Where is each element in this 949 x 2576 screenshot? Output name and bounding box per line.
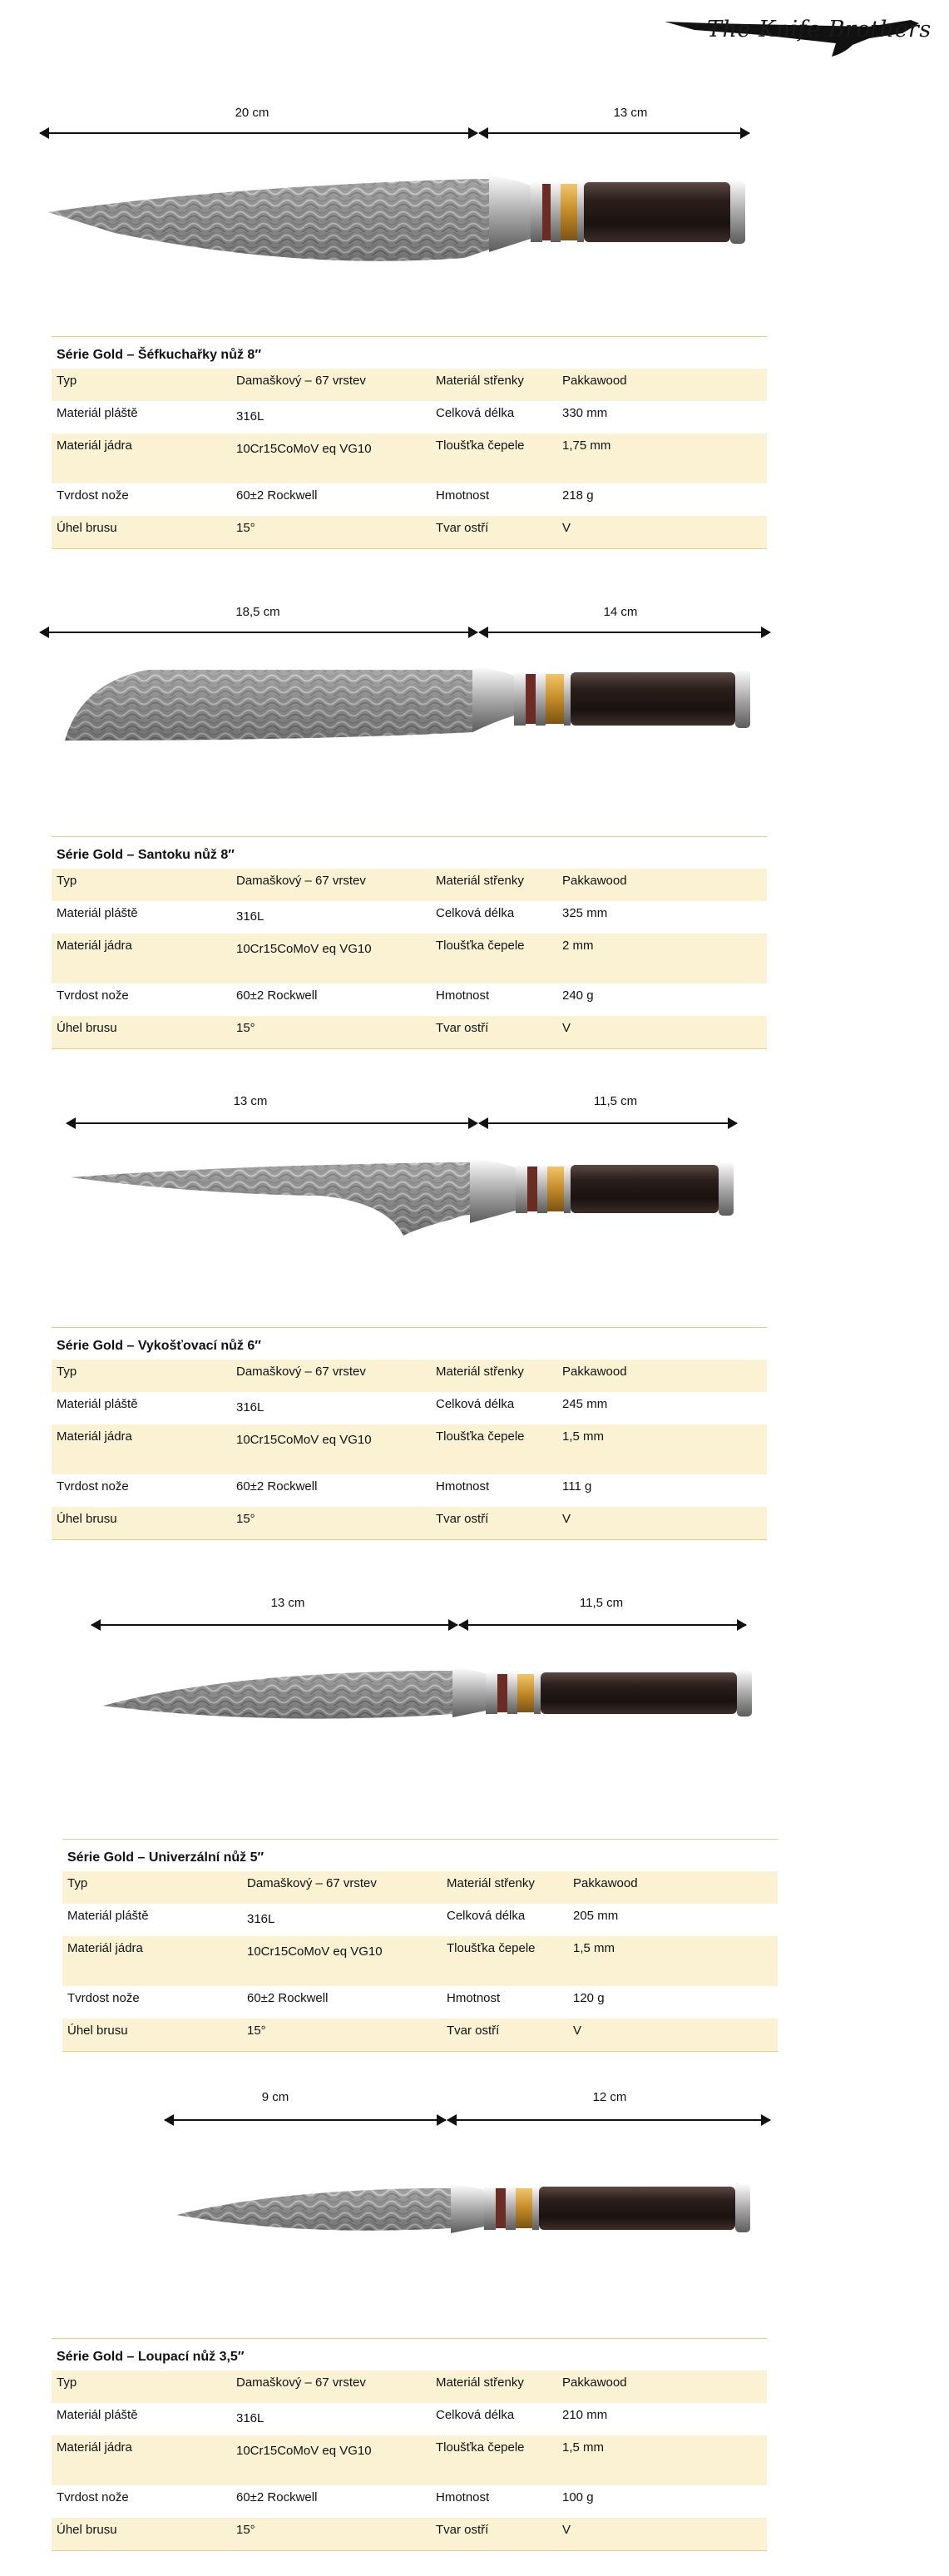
handle-dimension-arrow	[447, 2112, 770, 2128]
spec-label: Typ	[57, 1365, 77, 1379]
santoku-knife-image	[57, 649, 780, 774]
spec-label: Hmotnost	[436, 488, 490, 503]
spec-value: 325 mm	[562, 906, 608, 920]
spec-row-hardness	[52, 483, 767, 516]
spec-row-angle	[52, 1507, 767, 1539]
utility-knife-image	[103, 1647, 760, 1739]
spec-value: V	[573, 2024, 582, 2038]
blade-length-label: 18,5 cm	[235, 605, 280, 619]
spec-label: Úhel brusu	[67, 2024, 128, 2038]
spec-label: Materiál střenky	[436, 874, 524, 888]
spec-value: 330 mm	[562, 406, 608, 420]
spec-label: Tvar ostří	[436, 2523, 489, 2537]
spec-label: Materiál střenky	[436, 374, 524, 388]
spec-value: Damaškový – 67 vrstev	[236, 374, 366, 388]
spec-label: Materiál pláště	[67, 1909, 149, 1923]
paring-knife-image	[176, 2163, 759, 2255]
spec-value: 10Cr15CoMoV eq VG10	[236, 442, 372, 456]
spec-value: 60±2 Rockwell	[236, 1479, 318, 1494]
spec-label: Materiál pláště	[57, 406, 138, 420]
spec-label: Hmotnost	[436, 2490, 490, 2504]
spec-value: V	[562, 2523, 571, 2537]
spec-label: Materiál jádra	[57, 1429, 132, 1444]
spec-label: Materiál střenky	[447, 1876, 535, 1890]
spec-title: Série Gold – Loupací nůž 3,5″	[52, 2338, 767, 2370]
spec-value: 1,5 mm	[562, 1429, 605, 1444]
boning-knife-image	[71, 1144, 744, 1252]
blade-dimension-arrow	[40, 125, 477, 141]
spec-value: 316L	[236, 1400, 264, 1414]
spec-row-core	[62, 1936, 778, 1986]
spec-row-type	[52, 1360, 767, 1392]
spec-title: Série Gold – Vykošťovací nůž 6″	[52, 1327, 767, 1360]
spec-label: Tvar ostří	[436, 1021, 489, 1035]
spec-row-type	[52, 2370, 767, 2403]
spec-label: Materiál střenky	[436, 1365, 524, 1379]
spec-value: 1,75 mm	[562, 438, 611, 453]
spec-value: Pakkawood	[562, 1365, 627, 1379]
spec-label: Celková délka	[436, 406, 515, 420]
spec-row-angle	[52, 1016, 767, 1048]
spec-value: Pakkawood	[562, 2375, 627, 2390]
spec-title: Série Gold – Univerzální nůž 5″	[62, 1839, 778, 1871]
spec-label: Celková délka	[436, 906, 515, 920]
spec-label: Tloušťka čepele	[436, 438, 525, 453]
spec-label: Typ	[57, 2375, 77, 2390]
spec-label: Hmotnost	[436, 988, 490, 1003]
spec-value: 1,5 mm	[573, 1941, 615, 1955]
spec-row-type	[52, 869, 767, 901]
spec-value: 2 mm	[562, 939, 594, 953]
spec-table	[52, 1327, 767, 1540]
spec-row-hardness	[52, 983, 767, 1016]
spec-row-cladding	[52, 901, 767, 934]
spec-value: 111 g	[562, 1479, 592, 1494]
brand-logo	[661, 10, 932, 62]
handle-dimension-arrow	[479, 624, 770, 641]
spec-label: Tvrdost nože	[57, 2490, 129, 2504]
spec-row-cladding	[52, 2403, 767, 2435]
spec-label: Tvrdost nože	[57, 488, 129, 503]
spec-value: 205 mm	[573, 1909, 619, 1923]
handle-length-label: 13 cm	[613, 106, 648, 120]
spec-title: Série Gold – Santoku nůž 8″	[52, 836, 767, 869]
spec-label: Úhel brusu	[57, 1021, 117, 1035]
spec-value: 15°	[236, 1021, 255, 1035]
spec-label: Materiál pláště	[57, 906, 138, 920]
spec-value: 245 mm	[562, 1397, 608, 1411]
spec-value: 15°	[236, 2523, 255, 2537]
spec-row-core	[52, 934, 767, 983]
spec-value: 218 g	[562, 488, 594, 503]
spec-row-type	[62, 1871, 778, 1904]
handle-dimension-arrow	[459, 1617, 746, 1633]
spec-label: Materiál jádra	[57, 2440, 132, 2455]
spec-table	[62, 1839, 778, 2052]
handle-length-label: 11,5 cm	[579, 1596, 624, 1610]
handle-length-label: 11,5 cm	[593, 1094, 638, 1108]
spec-title: Série Gold – Šéfkuchařky nůž 8″	[52, 336, 767, 369]
spec-value: 240 g	[562, 988, 594, 1003]
spec-label: Celková délka	[447, 1909, 526, 1923]
spec-row-angle	[62, 2019, 778, 2051]
spec-label: Hmotnost	[436, 1479, 490, 1494]
spec-label: Typ	[57, 874, 77, 888]
spec-label: Materiál pláště	[57, 2408, 138, 2422]
spec-label: Tvrdost nože	[57, 1479, 129, 1494]
spec-label: Tloušťka čepele	[436, 939, 525, 953]
spec-value: 60±2 Rockwell	[236, 2490, 318, 2504]
spec-value: 10Cr15CoMoV eq VG10	[236, 2444, 372, 2458]
spec-value: 10Cr15CoMoV eq VG10	[236, 942, 372, 956]
spec-label: Tloušťka čepele	[436, 2440, 525, 2455]
spec-value: 316L	[236, 909, 264, 924]
spec-row-cladding	[62, 1904, 778, 1936]
spec-table	[52, 836, 767, 1049]
spec-label: Tvar ostří	[436, 1512, 489, 1526]
spec-label: Tloušťka čepele	[447, 1941, 536, 1955]
handle-length-label: 14 cm	[603, 605, 638, 619]
spec-value: Pakkawood	[573, 1876, 638, 1890]
spec-value: Damaškový – 67 vrstev	[236, 1365, 366, 1379]
spec-row-hardness	[52, 1474, 767, 1507]
blade-length-label: 20 cm	[235, 106, 269, 120]
spec-label: Materiál jádra	[57, 939, 132, 953]
spec-value: 316L	[236, 2411, 264, 2425]
spec-value: 10Cr15CoMoV eq VG10	[247, 1944, 383, 1959]
spec-label: Tvar ostří	[447, 2024, 500, 2038]
spec-label: Tvrdost nože	[67, 1991, 140, 2005]
spec-value: V	[562, 1021, 571, 1035]
handle-dimension-arrow	[479, 1115, 737, 1132]
blade-dimension-arrow	[40, 624, 477, 641]
spec-label: Úhel brusu	[57, 521, 117, 535]
spec-value: Pakkawood	[562, 374, 627, 388]
spec-value: 15°	[236, 1512, 255, 1526]
spec-label: Materiál pláště	[57, 1397, 138, 1411]
spec-value: V	[562, 521, 571, 535]
spec-label: Typ	[67, 1876, 88, 1890]
spec-row-type	[52, 369, 767, 401]
spec-row-core	[52, 2435, 767, 2485]
spec-row-hardness	[62, 1986, 778, 2019]
spec-value: Pakkawood	[562, 874, 627, 888]
spec-value: 100 g	[562, 2490, 594, 2504]
spec-table	[52, 2338, 767, 2551]
spec-value: Damaškový – 67 vrstev	[247, 1876, 377, 1890]
blade-dimension-arrow	[67, 1115, 477, 1132]
spec-value: 120 g	[573, 1991, 605, 2005]
spec-row-core	[52, 433, 767, 483]
spec-label: Úhel brusu	[57, 2523, 117, 2537]
spec-label: Typ	[57, 374, 77, 388]
spec-row-cladding	[52, 401, 767, 433]
spec-row-angle	[52, 516, 767, 548]
blade-dimension-arrow	[165, 2112, 446, 2128]
spec-value: 316L	[236, 409, 264, 424]
spec-value: 10Cr15CoMoV eq VG10	[236, 1433, 372, 1447]
spec-row-angle	[52, 2518, 767, 2550]
spec-label: Materiál jádra	[67, 1941, 143, 1955]
spec-label: Úhel brusu	[57, 1512, 117, 1526]
spec-value: 1,5 mm	[562, 2440, 605, 2455]
spec-value: 15°	[236, 521, 255, 535]
spec-label: Materiál jádra	[57, 438, 132, 453]
spec-row-hardness	[52, 2485, 767, 2518]
blade-dimension-arrow	[91, 1617, 457, 1633]
brand-name: The Knife Brothers	[707, 17, 932, 42]
blade-length-label: 13 cm	[270, 1596, 305, 1610]
spec-value: 15°	[247, 2024, 266, 2038]
spec-value: 60±2 Rockwell	[236, 488, 318, 503]
spec-label: Tloušťka čepele	[436, 1429, 525, 1444]
spec-value: V	[562, 1512, 571, 1526]
chef-knife-image	[48, 162, 755, 287]
spec-label: Materiál střenky	[436, 2375, 524, 2390]
spec-label: Hmotnost	[447, 1991, 501, 2005]
spec-table	[52, 336, 767, 549]
spec-label: Tvar ostří	[436, 521, 489, 535]
spec-row-cladding	[52, 1392, 767, 1424]
spec-row-core	[52, 1424, 767, 1474]
spec-value: 60±2 Rockwell	[247, 1991, 329, 2005]
spec-value: 316L	[247, 1912, 275, 1926]
blade-length-label: 13 cm	[233, 1094, 268, 1108]
spec-label: Celková délka	[436, 2408, 515, 2422]
spec-value: Damaškový – 67 vrstev	[236, 2375, 366, 2390]
handle-dimension-arrow	[479, 125, 749, 141]
blade-length-label: 9 cm	[261, 2090, 289, 2104]
spec-value: Damaškový – 67 vrstev	[236, 874, 366, 888]
spec-label: Tvrdost nože	[57, 988, 129, 1003]
spec-label: Celková délka	[436, 1397, 515, 1411]
spec-value: 210 mm	[562, 2408, 608, 2422]
handle-length-label: 12 cm	[592, 2090, 627, 2104]
spec-value: 60±2 Rockwell	[236, 988, 318, 1003]
